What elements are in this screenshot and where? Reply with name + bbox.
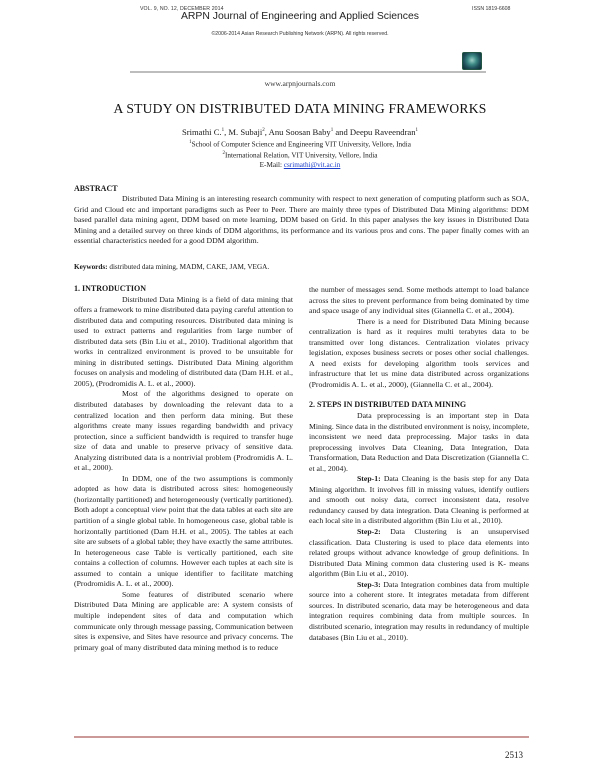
copyright-notice: ©2006-2014 Asian Research Publishing Network (ARPN). All rights reserved. <box>211 31 389 37</box>
header-divider <box>130 71 486 73</box>
paragraph: Most of the algorithms designed to operate on distributed databases by downloading the relevant data to a centralized location and then perform data mining. But these algorithms create many issues regarding bandwidth and privacy protection, since a sufficient bandwidth is required to transfer huge size of data and unable to preserve privacy of sensitive data. Analyzing distributed data is a nontrivial problem (Prodromidis A. L. et al., 2000). <box>74 389 293 473</box>
column-right <box>309 285 529 643</box>
email-link[interactable]: csrimathi@vit.ac.in <box>283 161 341 169</box>
journal-name: ARPN Journal of Engineering and Applied Sciences <box>181 11 419 22</box>
footer-divider <box>74 736 529 738</box>
page-number: 2513 <box>505 750 523 760</box>
paragraph: the number of messages send. Some methods attempt to load balance across the sites to prevent performance from being dominated by time and space usage of any individual sites (Giannella C. et al., 2004). <box>309 285 529 316</box>
paragraph: Some features of distributed scenario where Distributed Data Mining are applicable are: A system consists of multiple independent sites of data and computation which communicate only through message passing, Communication between sites is expensive, and Sites have resource and privacy concerns. The primary goal of many distributed data mining method is to reduce <box>74 589 293 652</box>
paper-title: A STUDY ON DISTRIBUTED DATA MINING FRAMEWORKS <box>113 101 487 116</box>
step-3-paragraph: Step-3: Data Integration combines data from multiple source into a coherent store. It integrates metadata from different sources. In distributed scenario, data may be heterogeneous and data integration requires combining data from multiple sources. In distributed scenario, integration may results in redundancy of multiple databases (Bin Liu et al., 2010). <box>309 579 529 642</box>
affiliation-2: $^2$International Relation, VIT University, Vellore, India <box>222 151 378 160</box>
author-list: Srimathi C.$^1$, M. Subaji$^2$, Anu Soosan Baby$^1$ and Deepu Raveendran$^1$ <box>181 127 419 137</box>
keywords: Keywords: distributed data mining, MADM, CAKE, JAM, VEGA. <box>74 263 270 271</box>
paragraph: There is a need for Distributed Data Mining because centralization is hard as it requires multi terabytes data to be transmitted over long distances. Centralization violates privacy legislation, exposes business secrets or poses other social challenges. A need exists for developing algorithm tools services and infrastructure that let us mine data distributed across organizations (Prodromidis A. L. et al., 2000), (Giannella C. et al., 2004). <box>309 316 529 389</box>
affiliation-1: $^1$School of Computer Science and Engineering VIT University, Vellore, India <box>189 140 411 149</box>
step-2-paragraph: Step-2: Data Clustering is an unsupervised classification. Data Clustering is used to place data elements into related groups without advance knowledge of group definitions. In Distributed Data Mining common data clustering used is K- means algorithm (Bin Liu et al., 2010). <box>309 527 529 579</box>
paragraph: Distributed Data Mining is a field of data mining that offers a framework to mine distributed data paying careful attention to distributed data and computing resources. Distributed data mining is used to extract patterns and regularities from large number of distributed data sets (Bin Liu et al., 2010). Traditional algorithm that works in centralized environment is proved to be unsuitable for mining in distributed settings. Distributed Data Mining algorithm focuses on analysis and modeling of distributed data (Dam H.H. et al., 2005), (Prodromidis A. L. et al., 2000). <box>74 294 293 388</box>
section-heading-steps: 2. STEPS IN DISTRIBUTED DATA MINING <box>309 400 467 410</box>
author-name: Srimathi C. <box>181 127 222 137</box>
abstract-body: Distributed Data Mining is an interesting research community with respect to next generation of computing platform such as SOA, Grid and Cloud etc and important paradigms such as Peer to Peer. There are mainly three types of Distributed Data Mining algorithms: DDM based parallel data mining agent, DDM based on mete learning, DDM based on Grid. In this paper analyses the key issues in Distributed Data Mining and a detailed survey on three kinds of DDM algorithms, its performance and its various pros and cons. The paper finally comes with an essential characteristics needed for a good DDM algorithm. <box>74 194 529 246</box>
column-left <box>74 284 293 653</box>
paragraph: In DDM, one of the two assumptions is commonly adopted as how data is distributed across sites: homogeneously (horizontally partitioned) and heterogeneously (vertically partitioned). Both adopt a conceptual view point that the data tables at each site are partition of a single global table. In homogeneous case, global table is horizontally partitioned (Dam H.H. et al., 2005). The tables at each site are subsets of a global table; they have exactly the same attributes. In heterogeneous case Table is vertically partitioned, each site contains a collection of columns. However each tuples at each site is assumed to contain a unique identifier to facilitate matching (Prodromidis A. L. et al., 2000). <box>74 473 293 589</box>
volume-info: VOL. 9, NO. 12, DECEMBER 2014 <box>140 6 224 12</box>
arpn-globe-logo-icon <box>462 52 482 70</box>
website-url[interactable]: www.arpnjournals.com <box>264 79 336 88</box>
issn: ISSN 1819-6608 <box>472 6 511 12</box>
author-name: Deepu Raveendran <box>349 127 416 137</box>
author-name: Anu Soosan Baby <box>268 127 331 137</box>
step-1-paragraph: Step-1: Data Cleaning is the basis step for any Data Mining algorithm. It involves fill in missing values, identify outliers and smooth out noisy data, correct inconsistent data, resolve redundancy caused by data integration. Data Cleaning is performed at each local site in a distributed algorithm (Bin Liu et al., 2010). <box>309 474 529 526</box>
email-line: E-Mail: csrimathi@vit.ac.in <box>259 161 341 169</box>
section-heading-introduction: 1. INTRODUCTION <box>74 284 147 293</box>
author-name: M. Subaji <box>228 127 263 137</box>
paragraph: Data preprocessing is an important step in Data Mining. Since data in the distributed environment is noisy, incomplete, inconsistent we need data preprocessing. Major tasks in data preprocessing involves Data Cleaning, Data Integration, Data Transformation, Data Reduction and Data Discretization (Giannella C. et al., 2004). <box>309 411 529 473</box>
abstract-heading: ABSTRACT <box>74 184 118 193</box>
